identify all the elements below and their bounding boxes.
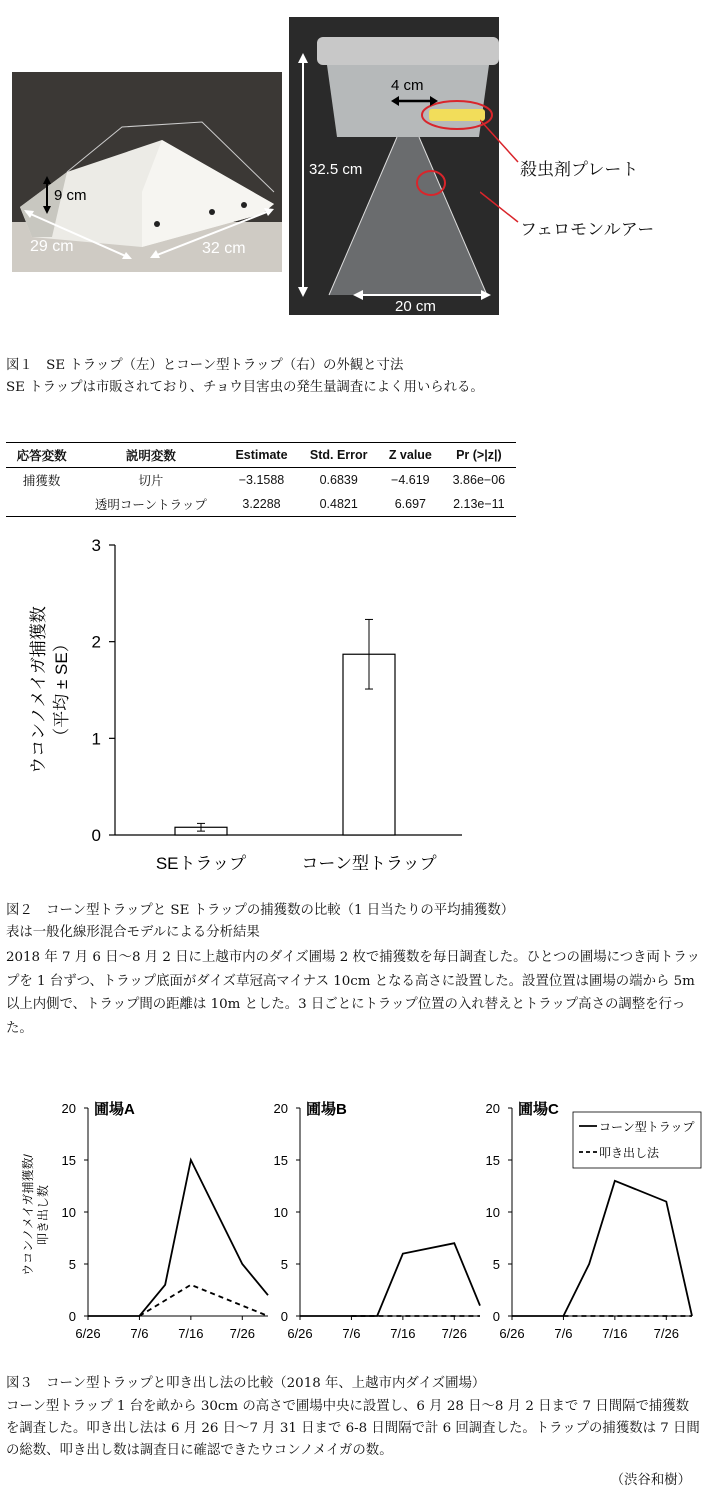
panel-title: 圃場C <box>518 1101 559 1118</box>
table-cell: 0.4821 <box>319 497 358 511</box>
table-header: 説明変数 <box>77 443 224 468</box>
table-header: Estimate <box>225 443 299 468</box>
y-axis-label: ウコンノメイガ捕獲数 <box>29 606 48 774</box>
table-cell: 6.697 <box>394 497 426 511</box>
y-tick-label: 2 <box>91 632 101 652</box>
y-axis-label: （平均 ± SE） <box>52 635 71 745</box>
label-pheromone-lure: フェロモンルアー <box>520 220 655 239</box>
y-tick-label: 10 <box>61 1205 76 1220</box>
y-axis-label: 叩き出し数 <box>36 1184 50 1246</box>
cone-trap-photo <box>289 17 499 315</box>
y-tick-label: 0 <box>492 1309 500 1324</box>
table-header: Z value <box>379 443 442 468</box>
x-tick-label: 6/26 <box>499 1326 525 1341</box>
table-header: Pr (>|z|) <box>442 443 516 468</box>
dim-top-label: 4 cm <box>391 77 424 94</box>
dim-height-label: 9 cm <box>54 187 87 204</box>
x-tick-label: 7/26 <box>441 1326 467 1341</box>
y-tick-label: 5 <box>280 1257 288 1272</box>
y-tick-label: 15 <box>485 1153 500 1168</box>
panel-title: 圃場A <box>94 1101 135 1118</box>
table-cell: 0.6839 <box>319 473 358 487</box>
figure1-caption-title: 図１ SE トラップ（左）とコーン型トラップ（右）の外観と寸法 <box>6 358 404 373</box>
dim-width-label: 29 cm <box>30 238 74 255</box>
dim-base-label: 20 cm <box>395 298 436 315</box>
figure2-caption-body: 2018 年 7 月 6 日〜8 月 2 日に上越市内のダイズ圃場 2 枚で捕獲数を毎日調査した。ひとつの圃場につき両トラップを 1 台ずつ、トラップ底面がダイズ草冠高マイナス 10cm となる高さに設置した。設置位置は圃場の端から 5m 以上内側で、トラップ間の距離は 10m とした。3 日ごとにトラップ位置の入れ替えとトラップ高さの調整を行った。 <box>6 950 700 1036</box>
se-trap-photo <box>12 72 282 272</box>
x-category-label: SEトラップ <box>155 854 247 873</box>
bar-chart-trap-comparison <box>0 525 705 880</box>
y-tick-label: 10 <box>273 1205 288 1220</box>
figure3-caption-title: 図３ コーン型トラップと叩き出し法の比較（2018 年、上越市内ダイズ圃場） <box>6 1376 486 1391</box>
table-header: Std. Error <box>298 443 379 468</box>
x-tick-label: 6/26 <box>75 1326 101 1341</box>
x-tick-label: 7/16 <box>178 1326 204 1341</box>
legend-label: コーン型トラップ <box>599 1120 695 1134</box>
y-tick-label: 5 <box>68 1257 76 1272</box>
figure1-caption-body: SE トラップは市販されており、チョウ目害虫の発生量調査によく用いられる。 <box>6 380 484 395</box>
y-tick-label: 15 <box>61 1153 76 1168</box>
label-insecticide-plate: 殺虫剤プレート <box>520 160 639 179</box>
x-tick-label: 6/26 <box>287 1326 313 1341</box>
figure2-caption-title: 図２ コーン型トラップと SE トラップの捕獲数の比較（1 日当たりの平均捕獲数） <box>6 903 515 918</box>
figure3-caption-body: コーン型トラップ 1 台を畝から 30cm の高さで圃場中央に設置し、6 月 28 日〜8 月 2 日まで 7 日間隔で捕獲数を調査した。叩き出し法は 6 月 26 日〜7 月 31 日まで 6-8 日間隔で計 6 回調査した。トラップの捕獲数は 7 日間の総数、叩き出し数は調査日に確認できたウコンノメイガの数。 <box>6 1399 700 1458</box>
figure2-caption-line2: 表は一般化線形混合モデルによる分析結果 <box>6 925 260 940</box>
table-cell: 切片 <box>138 474 164 488</box>
table-cell: 捕獲数 <box>22 474 61 488</box>
y-tick-label: 15 <box>273 1153 288 1168</box>
glmm-results-table <box>6 442 516 517</box>
series-line-beating <box>139 1285 268 1316</box>
y-tick-label: 1 <box>91 729 101 749</box>
table-row <box>6 468 516 493</box>
y-axis-label: ウコンノメイガ捕獲数/ <box>21 1154 35 1276</box>
legend-label: 叩き出し法 <box>599 1146 660 1160</box>
series-line-cone-trap <box>512 1181 692 1316</box>
table-cell: 3.2288 <box>242 497 281 511</box>
x-tick-label: 7/16 <box>390 1326 416 1341</box>
series-line-cone-trap <box>300 1243 480 1316</box>
table-cell: −3.1588 <box>238 473 285 487</box>
dim-length-label: 32 cm <box>202 240 246 257</box>
table-header: 応答変数 <box>6 443 77 468</box>
dim-total-height-label: 32.5 cm <box>309 161 363 178</box>
table-header-row <box>6 443 516 468</box>
y-tick-label: 20 <box>485 1101 500 1116</box>
y-tick-label: 20 <box>273 1101 288 1116</box>
table-cell: 2.13e−11 <box>453 497 505 511</box>
callout-lines <box>480 100 520 230</box>
table-cell: 透明コーントラップ <box>94 498 207 512</box>
y-tick-label: 3 <box>91 536 101 555</box>
y-tick-label: 10 <box>485 1205 500 1220</box>
author-credit: （渋谷和樹） <box>610 1473 691 1488</box>
y-tick-label: 0 <box>280 1309 288 1324</box>
table-cell <box>6 492 77 517</box>
table-cell: 3.86e−06 <box>452 473 506 487</box>
table-cell: −4.619 <box>391 473 430 487</box>
table-row <box>6 492 516 517</box>
line-charts-field-comparison <box>0 1090 705 1350</box>
y-tick-label: 5 <box>492 1257 500 1272</box>
x-tick-label: 7/16 <box>602 1326 628 1341</box>
y-tick-label: 20 <box>61 1101 76 1116</box>
x-category-label: コーン型トラップ <box>301 854 437 873</box>
x-tick-label: 7/26 <box>229 1326 255 1341</box>
x-tick-label: 7/6 <box>130 1326 149 1341</box>
x-tick-label: 7/6 <box>342 1326 361 1341</box>
x-tick-label: 7/6 <box>554 1326 573 1341</box>
y-tick-label: 0 <box>68 1309 76 1324</box>
x-tick-label: 7/26 <box>653 1326 679 1341</box>
panel-title: 圃場B <box>306 1101 347 1118</box>
y-tick-label: 0 <box>91 826 101 845</box>
